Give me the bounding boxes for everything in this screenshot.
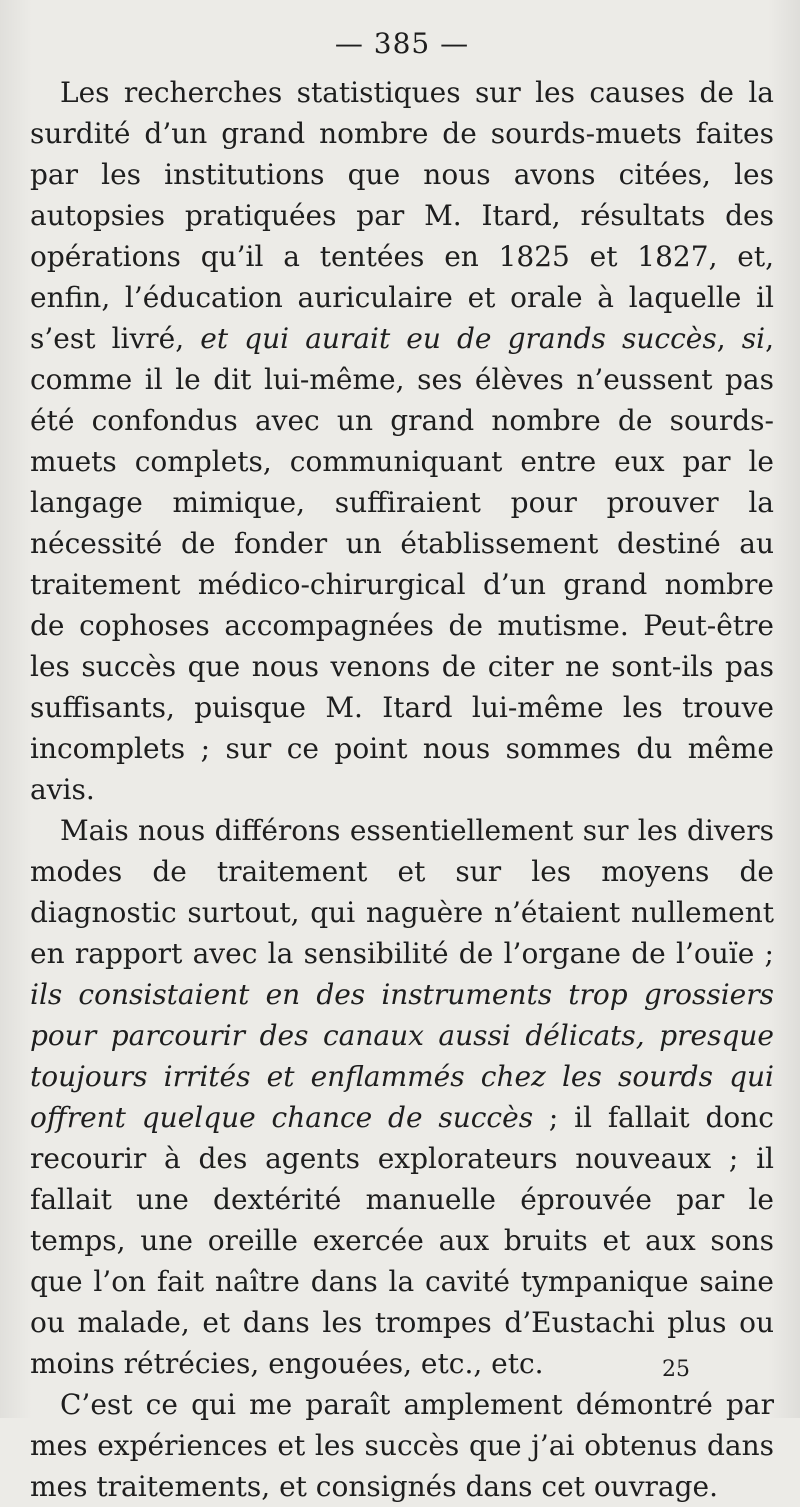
italic-text-segment: et qui aurait eu de grands succès bbox=[200, 322, 717, 355]
page-number: — 385 — bbox=[334, 27, 470, 60]
paragraph bbox=[30, 72, 774, 810]
signature-mark: 25 bbox=[662, 1357, 690, 1382]
text-segment: Les recherches statistiques sur les causes de la surdité d’un grand nombre de sourds-muets faites par les institutions que nous avons citées, les autopsies pratiquées par M. Itard, résultats des opérations qu’il a tentées en 1825 et 1827, et, enfin, l’éducation auriculaire et orale à laquelle il s’est livré, bbox=[30, 76, 774, 355]
text-segment: Mais nous différons essentiellement sur les divers modes de traitement et sur les moyens de diagnostic surtout, qui naguère n’étaient nullement en rapport avec la sensibilité de l’organe de l’ouïe ; bbox=[30, 814, 774, 970]
text-segment: ; il fallait donc recourir à des agents explorateurs nouveaux ; il fallait une dextérité manuelle éprouvée par le temps, une oreille exercée aux bruits et aux sons que l’on fait naître dans la cavité tympanique saine ou malade, et dans les trompes d’Eustachi plus ou moins rétrécies, engouées, etc., etc. bbox=[30, 1101, 774, 1380]
text-segment: C’est ce qui me paraît amplement démontré par mes expériences et les succès que j’ai obtenus dans mes traitements, et consignés dans cet ouvrage. bbox=[30, 1388, 774, 1503]
text-segment: , comme il le dit lui-même, ses élèves n’eussent pas été confondus avec un grand nombre de sourds-muets complets, communiquant entre eux par le langage mimique, suffiraient pour prouver la nécessité de fonder un établissement destiné au traitement médico-chirurgical d’un grand nombre de cophoses accompagnées de mutisme. Peut-être les succès que nous venons de citer ne sont-ils pas suffisants, puisque M. Itard lui-même les trouve incomplets ; sur ce point nous sommes du même avis. bbox=[30, 322, 774, 806]
italic-text-segment: ils consistaient en des instruments trop grossiers pour parcourir des canaux aussi délicats, presque toujours irrités et enflammés chez les sourds qui offrent quelque chance de succès bbox=[30, 978, 774, 1134]
body-text bbox=[30, 72, 774, 1507]
italic-text-segment: si bbox=[741, 322, 766, 355]
paragraph bbox=[30, 810, 774, 1384]
text-segment: , bbox=[716, 322, 742, 355]
paragraph bbox=[30, 1384, 774, 1507]
